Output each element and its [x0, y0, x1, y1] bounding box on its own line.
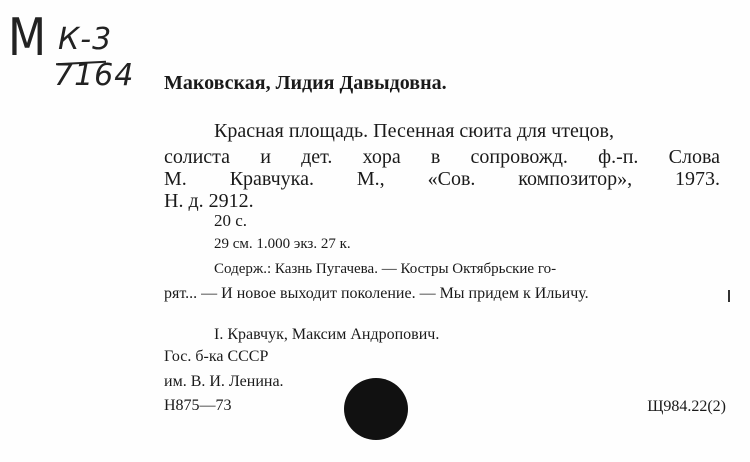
punch-hole — [344, 378, 408, 440]
added-entry: I. Кравчук, Максим Андропович. — [214, 326, 440, 343]
title-line-3: М. Кравчука. М., «Сов. композитор», 1973. — [164, 168, 720, 190]
title-line-4: Н. д. 2912. — [164, 190, 254, 212]
handwritten-shelf-mark: К-3 — [58, 22, 113, 57]
title-line-1: Красная площадь. Песенная сюита для чтецов, — [214, 120, 614, 142]
margin-mark — [728, 290, 730, 302]
author-heading: Маковская, Лидия Давыдовна. — [164, 72, 447, 94]
handwritten-letter: М — [8, 8, 47, 68]
physical-description: 29 см. 1.000 экз. 27 к. — [214, 236, 351, 252]
library-line-2: им. В. И. Ленина. — [164, 373, 284, 390]
card-number: Н875—73 — [164, 397, 232, 414]
classification-code: Щ984.22(2) — [647, 398, 726, 415]
handwritten-number: 7164 — [54, 58, 135, 93]
pages-count: 20 с. — [214, 211, 248, 230]
title-line-2: солиста и дет. хора в сопровожд. ф.-п. Слова — [164, 146, 720, 168]
library-line-1: Гос. б-ка СССР — [164, 348, 269, 365]
contents-line-1: Содерж.: Казнь Пугачева. — Костры Октябрьские го- — [214, 261, 557, 277]
contents-line-2: рят... — И новое выходит поколение. — Мы придем к Ильичу. — [164, 285, 589, 302]
